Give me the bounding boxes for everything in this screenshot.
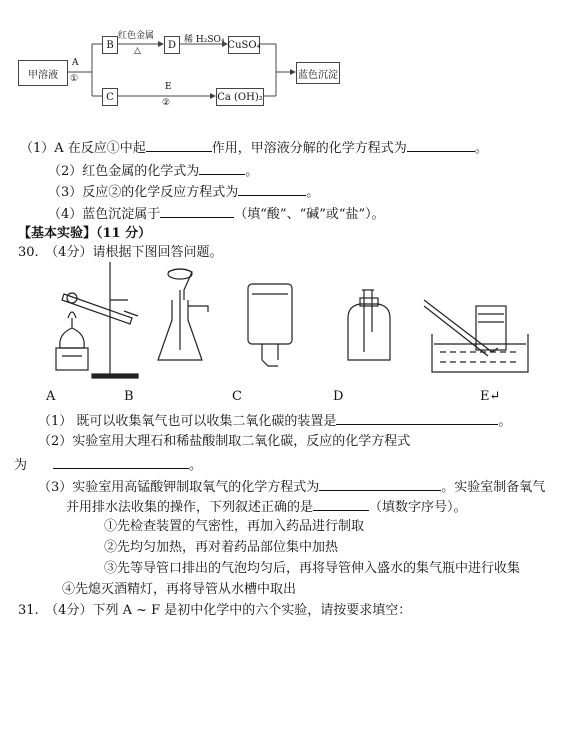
box-precipitate-label: 蓝色沉淀: [298, 69, 338, 81]
box-c-label: C: [106, 91, 114, 103]
q30-sub-3-text-d: （填数字序号）。: [369, 500, 467, 515]
q30-header: 30. （4分）请根据下图回答问题。: [18, 245, 223, 260]
apparatus-e: [424, 300, 528, 372]
flow-q4-part-a: （4）蓝色沉淀属于: [48, 207, 161, 222]
q30-sub-1-end: 。: [498, 414, 512, 429]
apparatus-c: [248, 284, 292, 366]
q30-sub-2-prefix: 为: [14, 458, 28, 473]
arrow-e-label: E: [165, 82, 172, 92]
q30-sub-1-text: （1） 既可以收集氧气也可以收集二氧化碳的装置是: [38, 414, 337, 429]
q30-sub-3: [38, 478, 545, 496]
answer-blank-30-2[interactable]: [53, 456, 189, 469]
section-title: 【基本实验】: [18, 226, 97, 241]
q30-sub-2: （2）实验室用大理石和稀盐酸制取二氧化碳，反应的化学方程式: [38, 434, 411, 449]
start-solution-label: 甲溶液: [28, 69, 58, 81]
apparatus-a: [56, 262, 138, 378]
q30-option-1: ①先检查装置的气密性，再加入药品进行制取: [104, 519, 365, 534]
apparatus-label-b: B: [124, 389, 134, 404]
q30-option-2: ②先均匀加热，再对着药品部位集中加热: [104, 540, 339, 555]
q31-header: 31. （4分）下列 A ~ F 是初中化学中的六个实验，请按要求填空：: [18, 603, 412, 618]
flow-q1-part-b: 作用，甲溶液分解的化学方程式为: [211, 141, 407, 156]
flow-q3-part-b: 。: [306, 185, 320, 200]
box-cuso4-label: CuSO₄: [227, 39, 261, 51]
arrow-a-top: A: [72, 58, 79, 68]
q30-sub-2-end: 。: [189, 458, 203, 473]
box-caoh2-label: Ca (OH)₂: [217, 91, 263, 103]
apparatus-label-d: D: [333, 389, 344, 404]
q30-sub-1: [38, 412, 511, 430]
flow-q4-part-b: （填“酸”、“碱”或“盐”）。: [234, 207, 385, 222]
arrow-a-bottom: ①: [70, 74, 79, 84]
box-b-label: B: [106, 39, 114, 51]
reaction-2-label: ②: [162, 98, 171, 108]
flow-q1-part-a: （1）A 在反应①中起: [20, 141, 146, 156]
flow-q1-part-c: 。: [474, 141, 488, 156]
flow-q3-part-a: （3）反应②的化学反应方程式为: [48, 185, 239, 200]
apparatus-label-c: C: [232, 389, 242, 404]
q30-sub-3-text-c: 并用排水法收集的操作，下列叙述正确的是: [66, 500, 314, 515]
q30-sub-3-cont: [66, 498, 467, 516]
apparatus-b: [158, 269, 208, 360]
q30-sub-3-text: （3）实验室用高锰酸钾制取氧气的化学方程式为: [38, 480, 320, 495]
q30-sub-2-cont: [14, 456, 202, 474]
apparatus-d: [348, 290, 390, 360]
section-score: （11 分）: [96, 226, 152, 241]
flow-q2-part-b: 。: [245, 164, 259, 179]
dilute-acid-label: 稀 H₂SO₄: [184, 35, 225, 45]
apparatus-label-a: A: [46, 389, 56, 404]
q30-sub-3-text-b: 。实验室制备氧气: [441, 480, 546, 495]
apparatus-label-e: E↵: [480, 389, 501, 404]
answer-blank-30-3a[interactable]: [319, 478, 441, 491]
answer-blank-30-1[interactable]: [336, 412, 498, 425]
q30-option-4: ④先熄灭酒精灯，再将导管从水槽中取出: [62, 582, 297, 597]
q30-option-3: ③先等导管口排出的气泡均匀后，再将导管伸入盛水的集气瓶中进行收集: [104, 561, 521, 576]
flow-q2-part-a: （2）红色金属的化学式为: [48, 164, 200, 179]
box-d-label: D: [167, 39, 177, 51]
answer-blank-30-3b[interactable]: [313, 498, 369, 511]
top-arrow-label: 红色金属: [118, 31, 155, 41]
top-arrow-condition: △: [134, 46, 141, 56]
